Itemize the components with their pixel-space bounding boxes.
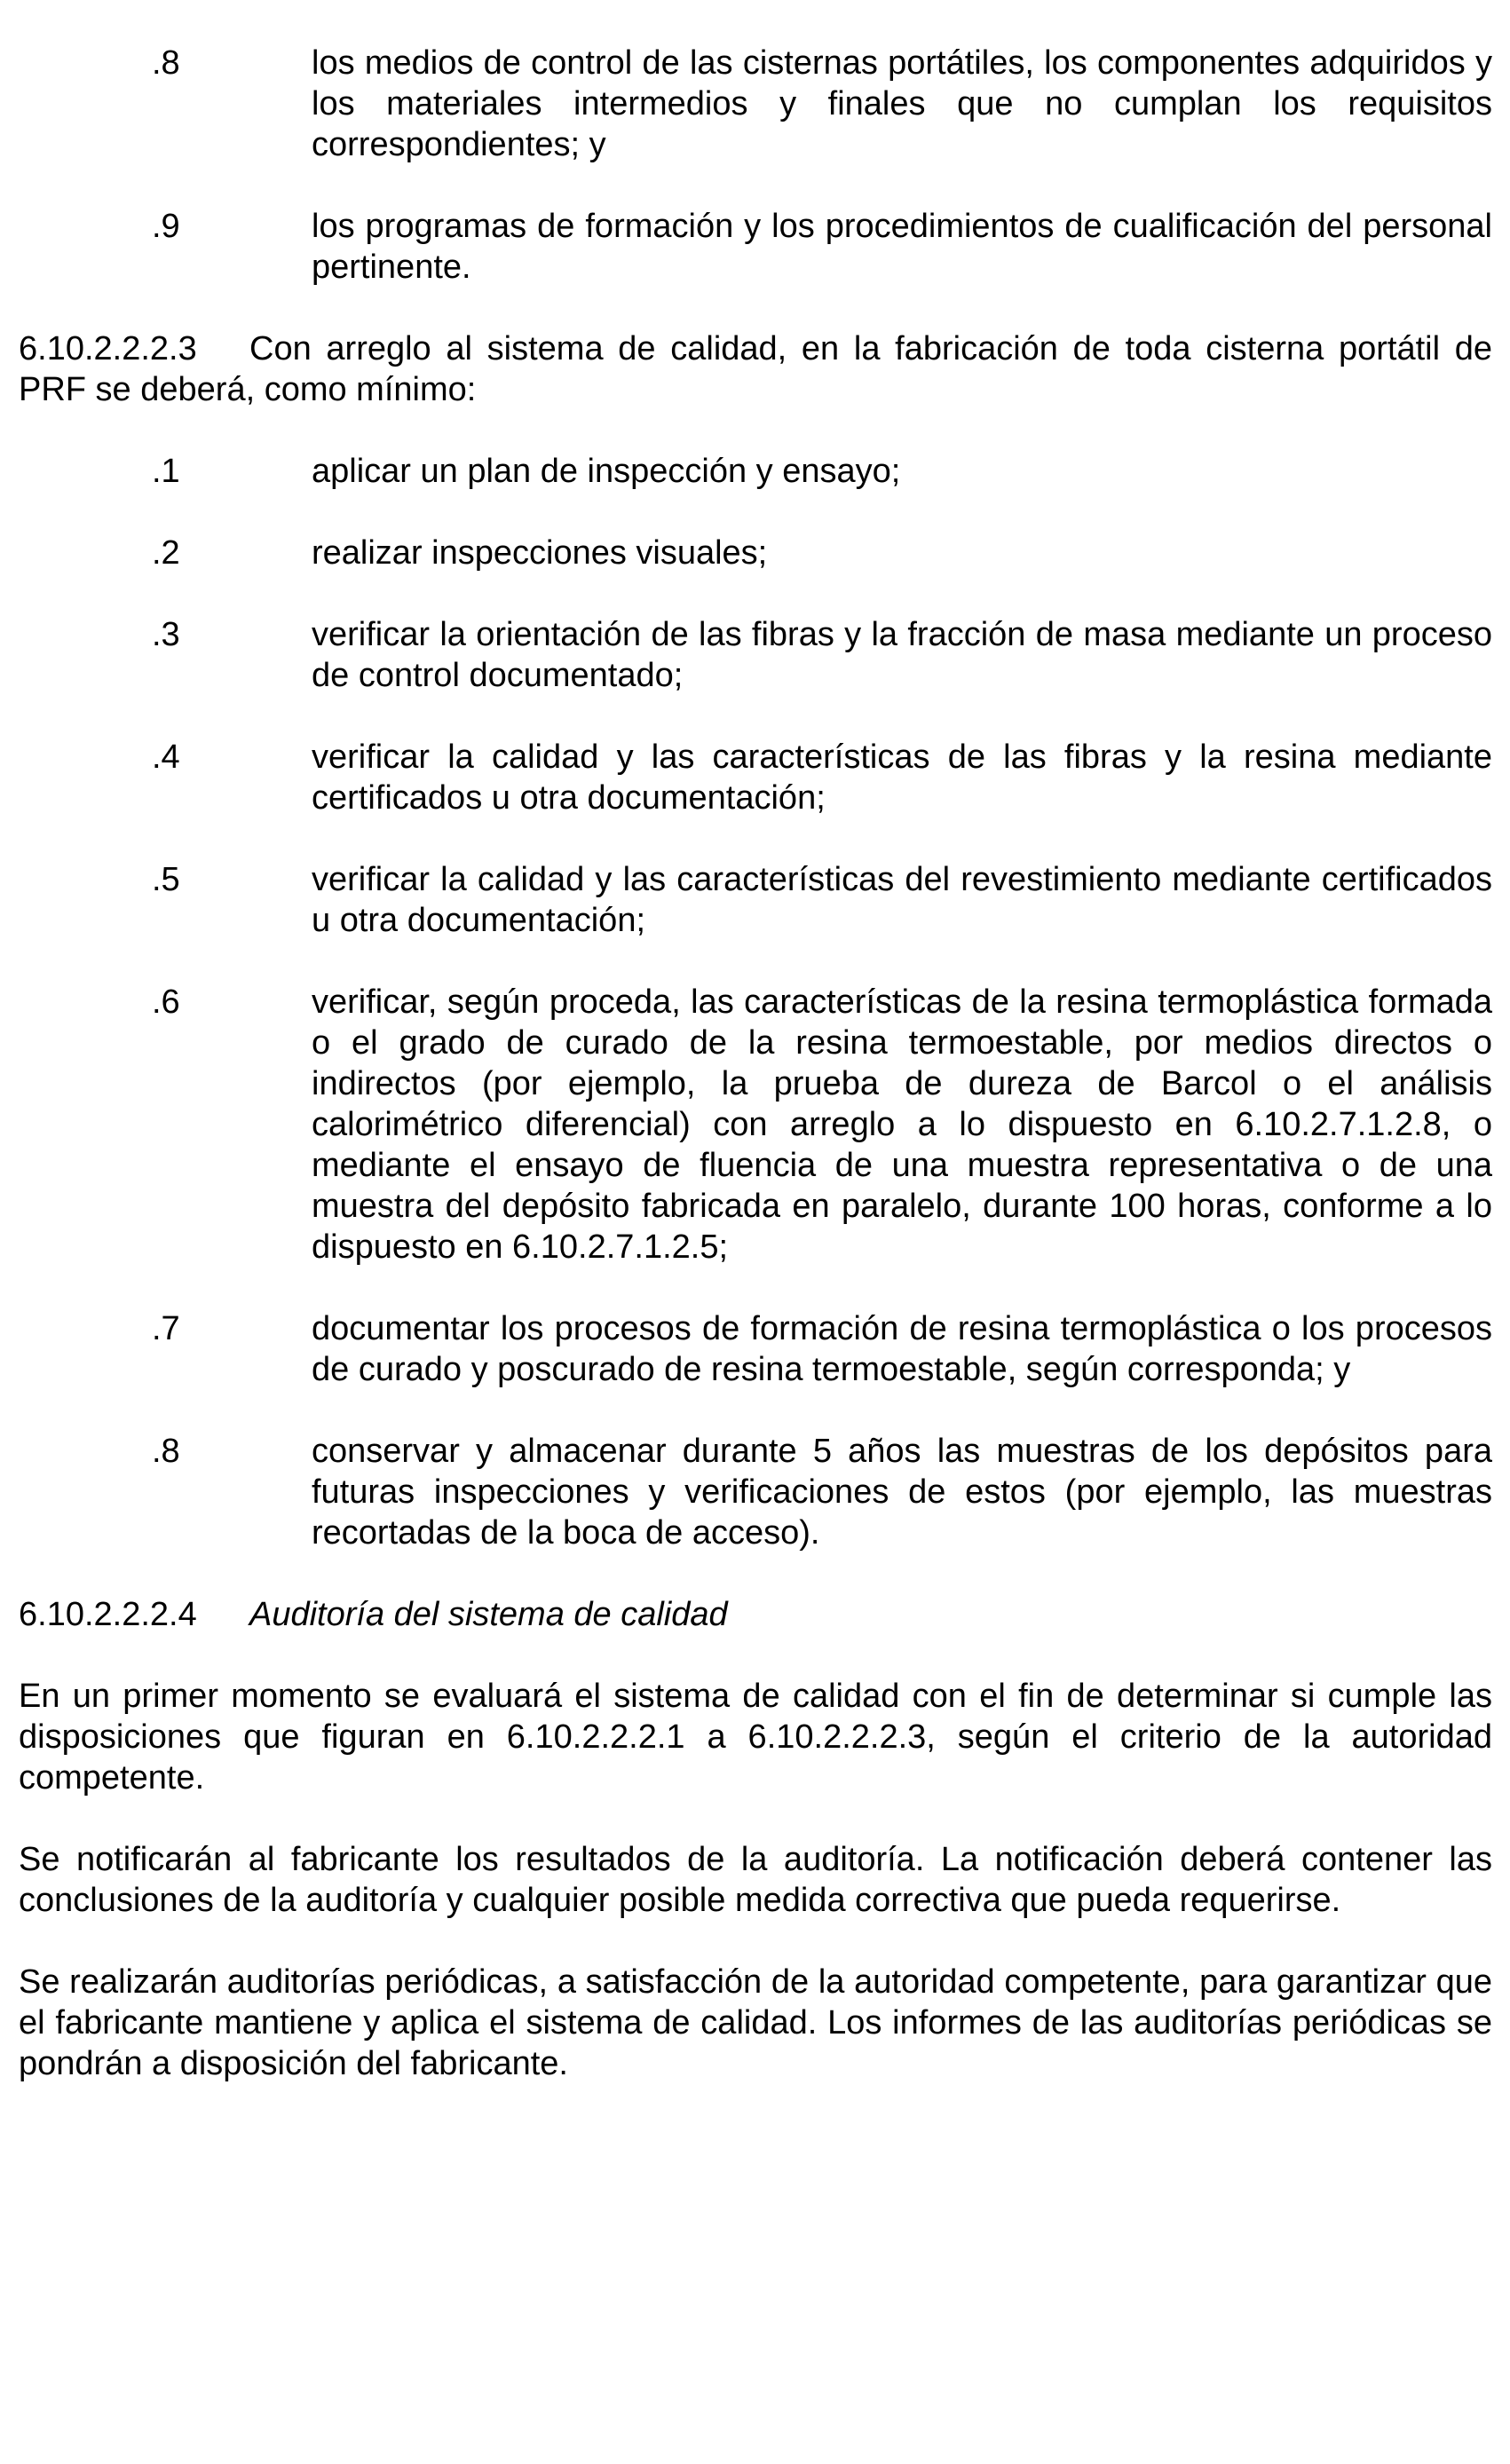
list-item — [19, 43, 1492, 165]
item-text: realizar inspecciones visuales; — [312, 534, 768, 572]
list-item — [19, 451, 1492, 492]
item-text: los programas de formación y los procedimientos de cualificación del personal pertinente. — [312, 208, 1492, 286]
list-item — [19, 859, 1492, 941]
item-text: verificar la calidad y las características de las fibras y la resina mediante certificados u otra documentación; — [312, 738, 1492, 817]
section-title: Auditoría del sistema de calidad — [249, 1596, 728, 1633]
list-item — [19, 737, 1492, 818]
item-number: .2 — [152, 534, 180, 572]
document-page — [19, 43, 1492, 2084]
item-number: .4 — [152, 738, 180, 776]
section-heading — [19, 1594, 1492, 1635]
item-text: aplicar un plan de inspección y ensayo; — [312, 453, 901, 490]
list-item — [19, 982, 1492, 1268]
body-paragraph: Se realizarán auditorías periódicas, a satisfacción de la autoridad competente, para garantizar que el fabricante mantiene y aplica el sistema de calidad. Los informes de las auditorías periódicas se pondrán a disposición del fabricante. — [19, 1963, 1492, 2082]
body-paragraph: Se notificarán al fabricante los resultados de la auditoría. La notificación deberá contener las conclusiones de la auditoría y cualquier posible medida correctiva que pueda requerirse. — [19, 1841, 1492, 1919]
item-number: .7 — [152, 1310, 180, 1347]
body-paragraph: En un primer momento se evaluará el sistema de calidad con el fin de determinar si cumple las disposiciones que figuran en 6.10.2.2.2.1 a 6.10.2.2.2.3, según el criterio de la autoridad competente. — [19, 1678, 1492, 1797]
item-text: documentar los procesos de formación de resina termoplástica o los procesos de curado y poscurado de resina termoestable, según corresponda; y — [312, 1310, 1492, 1388]
item-text: verificar, según proceda, las características de la resina termoplástica formada o el grado de curado de la resina termoestable, por medios directos o indirectos (por ejemplo, la prueba de dureza de Barcol o el análisis calorimétrico diferencial) con arreglo a lo dispuesto en 6.10.2.7.1.2.8, o mediante el ensayo de fluencia de una muestra representativa o de una muestra del depósito fabricada en paralelo, durante 100 horas, conforme a lo dispuesto en 6.10.2.7.1.2.5; — [312, 983, 1492, 1266]
list-item — [19, 1431, 1492, 1553]
item-text: verificar la calidad y las características del revestimiento mediante certificados u otra documentación; — [312, 861, 1492, 939]
list-item — [19, 206, 1492, 288]
section-text: Con arreglo al sistema de calidad, en la fabricación de toda cisterna portátil de PRF se deberá, como mínimo: — [19, 330, 1492, 408]
item-number: .9 — [152, 208, 180, 245]
item-number: .8 — [152, 1433, 180, 1470]
section-number: 6.10.2.2.2.3 — [19, 330, 197, 367]
item-number: .8 — [152, 44, 180, 82]
list-item — [19, 1308, 1492, 1390]
section-paragraph — [19, 328, 1492, 410]
section-number: 6.10.2.2.2.4 — [19, 1596, 197, 1633]
item-number: .5 — [152, 861, 180, 898]
item-number: .6 — [152, 983, 180, 1021]
item-number: .1 — [152, 453, 180, 490]
item-text: conservar y almacenar durante 5 años las muestras de los depósitos para futuras inspecciones y verificaciones de estos (por ejemplo, las muestras recortadas de la boca de acceso). — [312, 1433, 1492, 1552]
list-item — [19, 533, 1492, 573]
item-text: los medios de control de las cisternas portátiles, los componentes adquiridos y los materiales intermedios y finales que no cumplan los requisitos correspondientes; y — [312, 44, 1492, 163]
list-item — [19, 614, 1492, 696]
item-number: .3 — [152, 616, 180, 653]
item-text: verificar la orientación de las fibras y la fracción de masa mediante un proceso de control documentado; — [312, 616, 1492, 694]
